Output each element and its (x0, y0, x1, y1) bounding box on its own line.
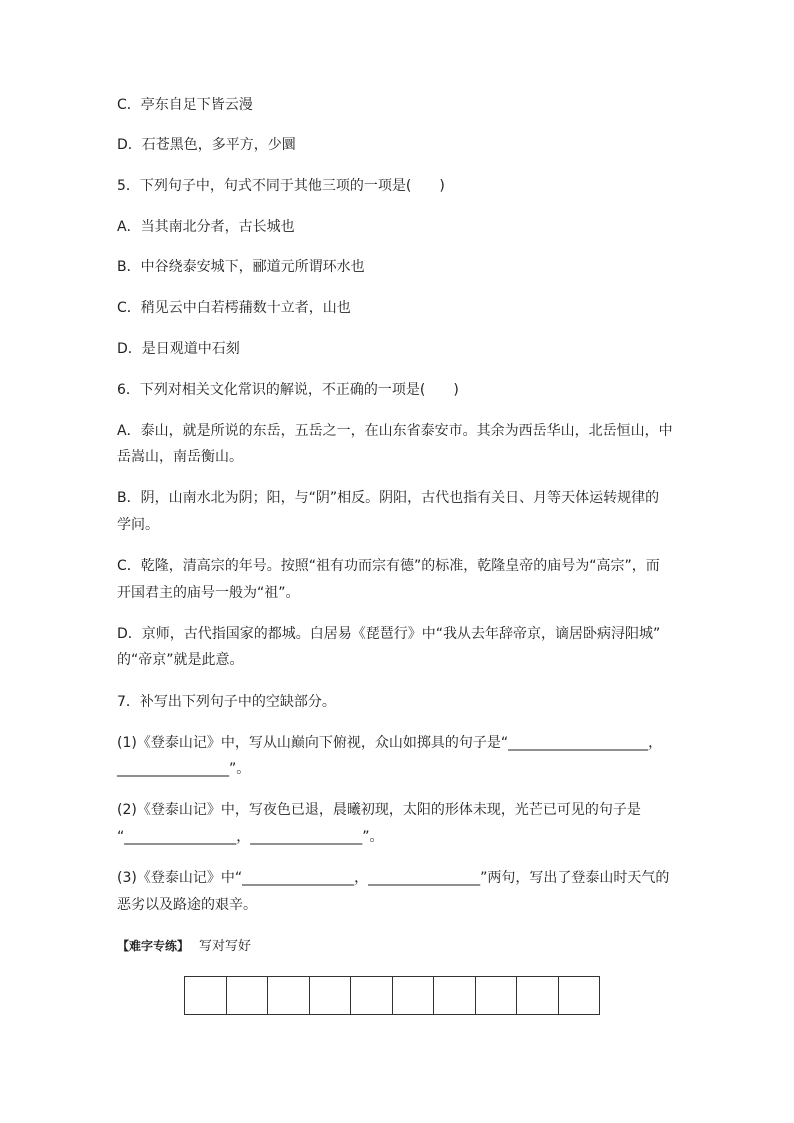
option-d-q6: D．京师，古代指国家的都城。白居易《琵琶行》中“我从去年辞帝京，谪居卧病浔阳城” (117, 626, 661, 642)
option-c-q4: C．亭东自足下皆云漫 (117, 97, 253, 113)
section-heading (117, 932, 251, 961)
fill-blank-3-cont: 恶劣以及路途的艰辛。 (117, 897, 257, 913)
section-subtitle: 写对写好 (199, 939, 252, 954)
writing-grid (184, 976, 600, 1015)
fill-blank-1: (1)《登泰山记》中，写从山巅向下俯视，众山如掷具的句子是“____________________， (117, 735, 663, 751)
option-c-q6-cont: 开国君主的庙号一般为“祖”。 (117, 585, 300, 601)
grid-cell (185, 977, 227, 1014)
question-5: 5．下列句子中，句式不同于其他三项的一项是( ) (117, 178, 445, 194)
option-d-q5: D．是日观道中石刻 (117, 341, 240, 357)
section-label: 【难字专练】 (117, 939, 190, 953)
question-7: 7．补写出下列句子中的空缺部分。 (117, 694, 336, 710)
grid-cell (393, 977, 435, 1014)
option-a-q5: A．当其南北分者，古长城也 (117, 219, 295, 235)
fill-blank-2-cont: “________________，________________”。 (117, 829, 384, 845)
option-b-q6: B．阴，山南水北为阴；阳，与“阴”相反。阴阳，古代也指有关日、月等天体运转规律的 (117, 490, 660, 506)
fill-blank-3: (3)《登泰山记》中“________________，________________”两句，写出了登泰山时天气的 (117, 870, 670, 886)
option-c-q6: C．乾隆，清高宗的年号。按照“祖有功而宗有德”的标准，乾隆皇帝的庙号为“高宗”，而 (117, 558, 660, 574)
option-d-q4: D．石苍黑色，多平方，少圜 (117, 137, 296, 153)
grid-cell (434, 977, 476, 1014)
grid-cell (310, 977, 352, 1014)
option-d-q6-cont: 的“帝京”就是此意。 (117, 652, 244, 668)
fill-blank-1-cont: ________________”。 (117, 761, 251, 777)
grid-cell (476, 977, 518, 1014)
grid-cell (268, 977, 310, 1014)
option-c-q5: C．稍见云中白若樗蒱数十立者，山也 (117, 300, 351, 316)
option-b-q5: B．中谷绕泰安城下，郦道元所谓环水也 (117, 259, 365, 275)
grid-cell (517, 977, 559, 1014)
option-a-q6-cont: 岳嵩山，南岳衡山。 (117, 449, 243, 465)
grid-cell (351, 977, 393, 1014)
option-b-q6-cont: 学问。 (117, 517, 159, 533)
question-6: 6．下列对相关文化常识的解说，不正确的一项是( ) (117, 382, 459, 398)
option-a-q6: A．泰山，就是所说的东岳，五岳之一，在山东省泰安市。其余为西岳华山，北岳恒山，中 (117, 423, 673, 439)
fill-blank-2: (2)《登泰山记》中，写夜色已退，晨曦初现，太阳的形体未现，光芒已可见的句子是 (117, 802, 641, 818)
grid-cell (559, 977, 601, 1014)
grid-cell (227, 977, 269, 1014)
